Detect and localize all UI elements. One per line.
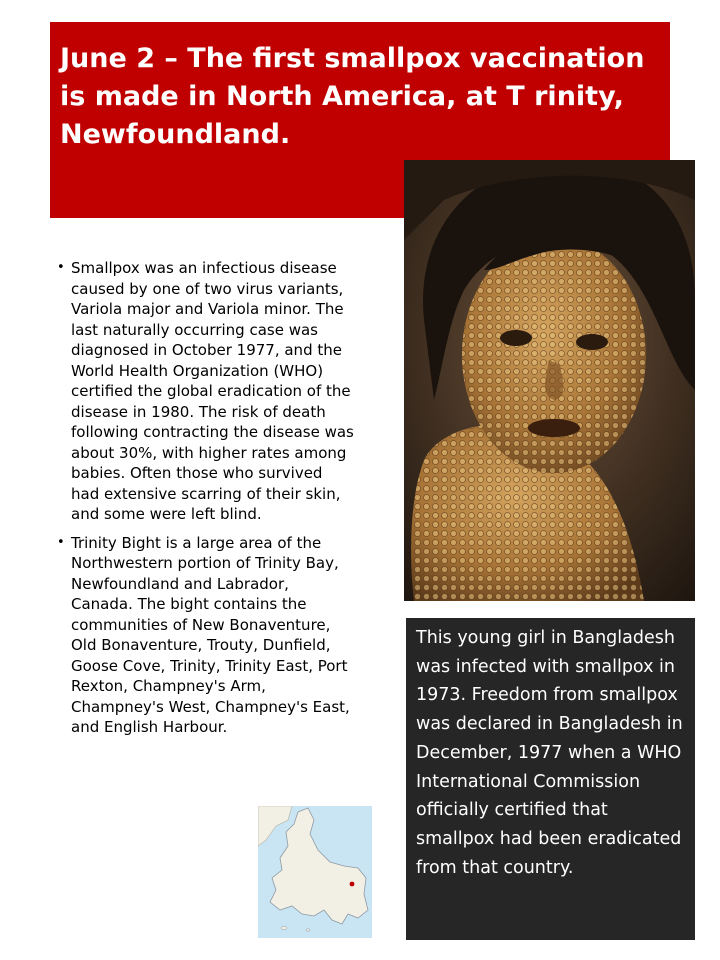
bullet-item-smallpox [54, 258, 354, 525]
bullet-marker: • [57, 534, 65, 550]
bullet-list [54, 258, 354, 746]
photo-caption [406, 618, 695, 940]
photo-illustration [404, 160, 695, 601]
bullet-marker: • [57, 260, 65, 275]
caption-text: This young girl in Bangladesh was infected with smallpox in 1973. Freedom from smallpox was declared in Bangladesh in December, 1977 when a WHO International Commission officially certified that smallpox had been eradicated from that country. [416, 628, 683, 878]
bullet-text: Trinity Bight is a large area of the Northwestern portion of Trinity Bay, Newfoundland and Labrador, Canada. The bight contains the communities of New Bonaventure, Old Bonaventure, Trouty, Dunfield, Goose Cove, Trinity, Trinity East, Port Rexton, Champney's Arm, Champney's West, Champney's East, and English Harbour. [71, 533, 350, 736]
smallpox-girl-photo [404, 160, 695, 601]
slide-title: June 2 – The first smallpox vaccination is made in North America, at T rinity, Newfoundland. [60, 43, 645, 150]
bullet-text: Smallpox was an infectious disease caused by one of two virus variants, Variola major and Variola minor. The last naturally occurring case was diagnosed in October 1977, and the World Health Organization (WHO) certified the global eradication of the disease in 1980. The risk of death following contracting the disease was about 30%, with higher rates among babies. Often those who survived had extensive scarring of their skin, and some were left blind. [71, 259, 354, 523]
map-illustration [258, 806, 372, 938]
newfoundland-map [258, 806, 372, 938]
bullet-item-trinity-bight [54, 533, 354, 738]
